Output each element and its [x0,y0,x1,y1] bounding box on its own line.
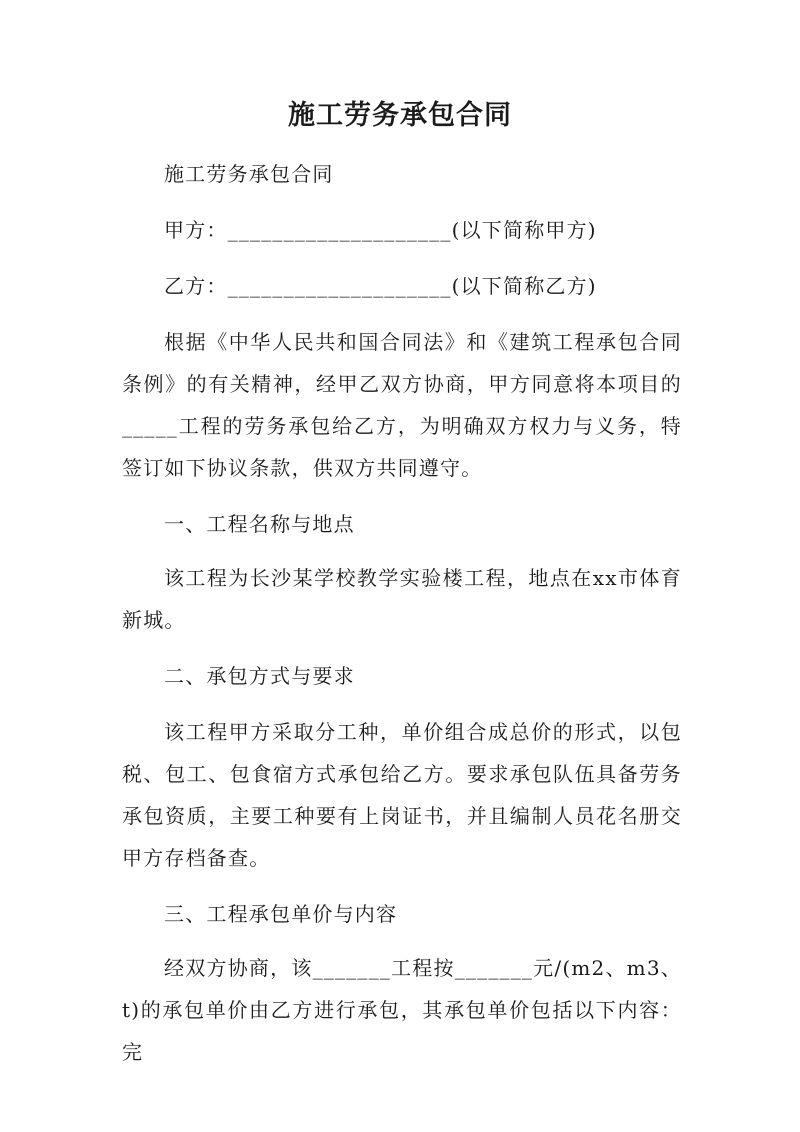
section-2-heading: 二、承包方式与要求 [164,664,355,688]
section-1-heading: 一、工程名称与地点 [164,512,355,536]
section-1-paragraph: 该工程为长沙某学校教学实验楼工程，地点在xx市体育新城。 [122,566,682,632]
section-3-heading: 三、工程承包单价与内容 [164,902,398,926]
section-3-paragraph: 经双方协商，该_______工程按_______元/(m2、m3、t)的承包单价由乙方进行承包，其承包单价包括以下内容：完 [122,956,682,1064]
party-b-line: 乙方：____________________(以下简称乙方) [164,274,597,298]
intro-paragraph: 根据《中华人民共和国合同法》和《建筑工程承包合同条例》的有关精神，经甲乙双方协商，甲方同意将本项目的_____工程的劳务承包给乙方，为明确双方权力与义务，特签订如下协议条款，供双方共同遵守。 [122,330,682,480]
section-2-paragraph: 该工程甲方采取分工种，单价组合成总价的形式，以包税、包工、包食宿方式承包给乙方。要求承包队伍具备劳务承包资质，主要工种要有上岗证书，并且编制人员花名册交甲方存档备查。 [122,720,682,870]
document-title: 施工劳务承包合同 [288,100,512,131]
party-a-line: 甲方：____________________(以下简称甲方) [164,218,597,242]
document-subtitle: 施工劳务承包合同 [164,162,334,186]
